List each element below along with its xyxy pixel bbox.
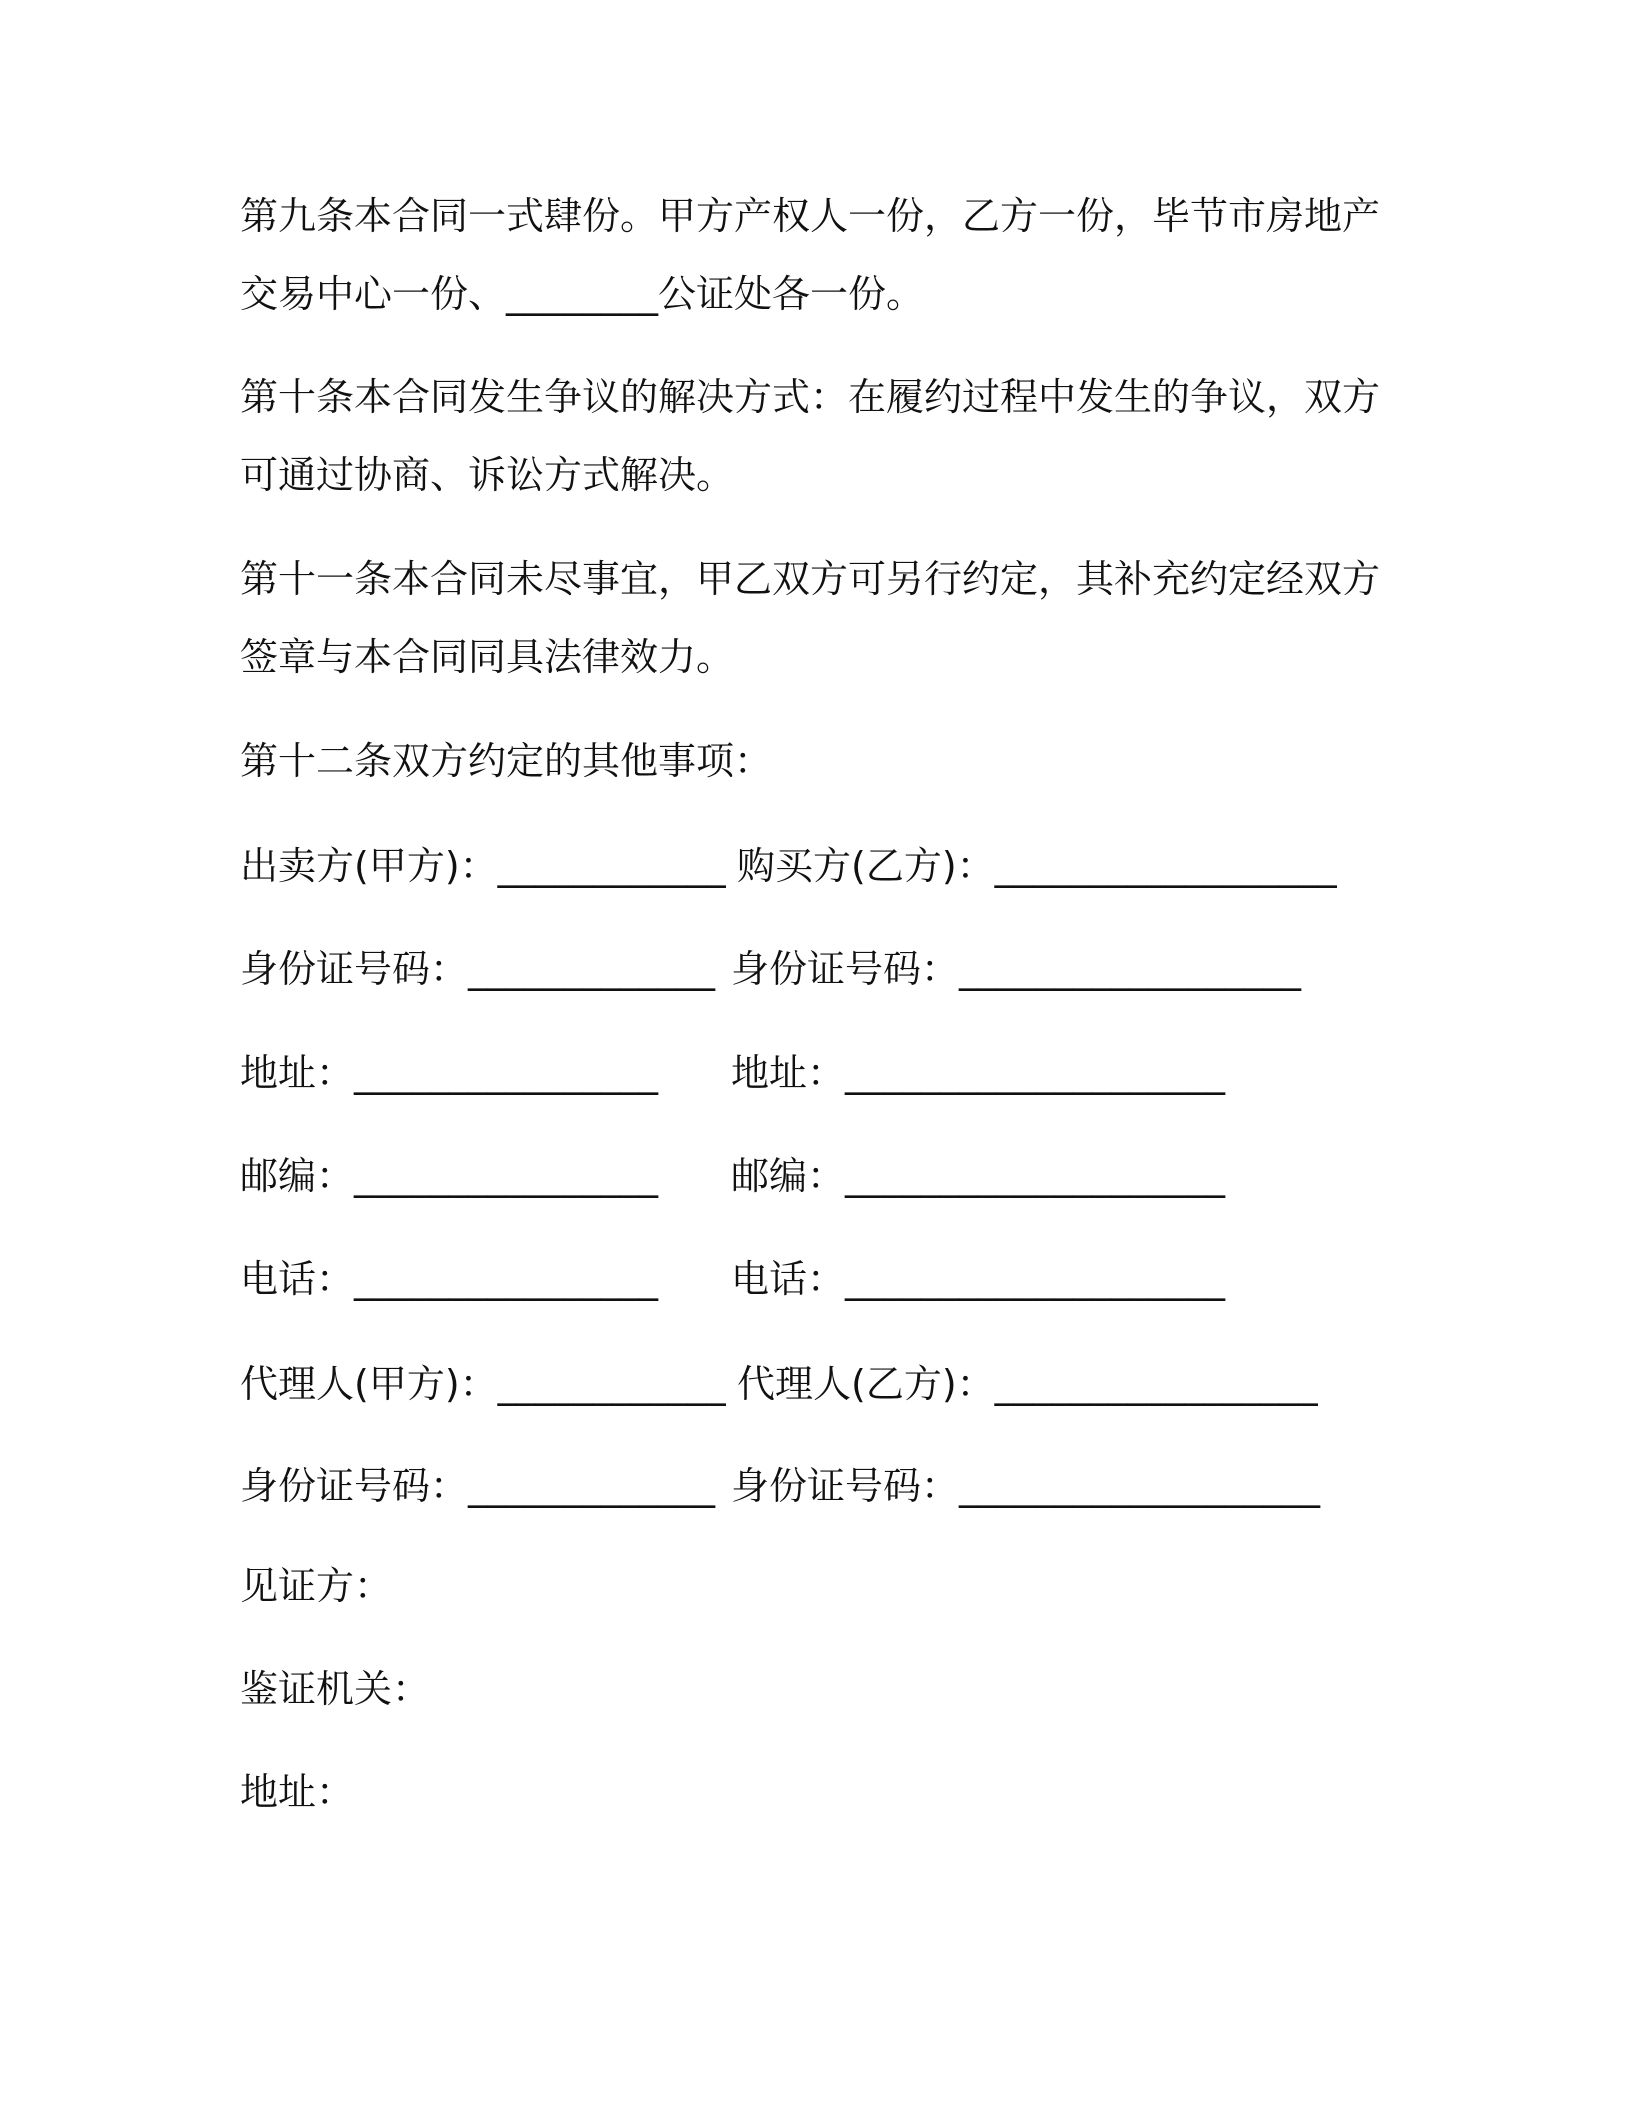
witness-label: 见证方： (240, 1564, 393, 1608)
seller-id-field: 身份证号码：_____________ (240, 947, 716, 991)
seller-field: 出卖方(甲方)：____________ (240, 844, 726, 888)
seller-postcode-field: 邮编：________________ (240, 1154, 659, 1198)
seller-agent-id-field: 身份证号码：_____________ (240, 1464, 716, 1508)
buyer-address-field: 地址：____________________ (731, 1051, 1226, 1095)
seller-address-field: 地址：________________ (240, 1051, 659, 1095)
buyer-field: 购买方(乙方)：__________________ (737, 844, 1337, 888)
article-12-line-1: 第十二条双方约定的其他事项： (240, 739, 773, 783)
authority-address-label: 地址： (240, 1770, 355, 1814)
authority-label: 鉴证机关： (240, 1667, 431, 1711)
buyer-agent-id-field: 身份证号码：___________________ (731, 1464, 1321, 1508)
seller-phone-field: 电话：________________ (240, 1257, 659, 1301)
article-10-line-1: 第十条本合同发生争议的解决方式：在履约过程中发生的争议，双方 (240, 375, 1381, 419)
buyer-postcode-field: 邮编：____________________ (731, 1154, 1226, 1198)
article-11-line-1: 第十一条本合同未尽事宜，甲乙双方可另行约定，其补充约定经双方 (240, 557, 1381, 601)
article-9-line-2: 交易中心一份、________公证处各一份。 (240, 272, 925, 316)
article-10-line-2: 可通过协商、诉讼方式解决。 (240, 453, 735, 497)
buyer-id-field: 身份证号码：__________________ (731, 947, 1302, 991)
article-11-line-2: 签章与本合同同具法律效力。 (240, 635, 735, 679)
buyer-phone-field: 电话：____________________ (731, 1257, 1226, 1301)
article-9-line-1: 第九条本合同一式肆份。甲方产权人一份，乙方一份，毕节市房地产 (240, 194, 1381, 238)
buyer-agent-field: 代理人(乙方)：_________________ (737, 1362, 1318, 1406)
seller-agent-field: 代理人(甲方)：____________ (240, 1362, 726, 1406)
